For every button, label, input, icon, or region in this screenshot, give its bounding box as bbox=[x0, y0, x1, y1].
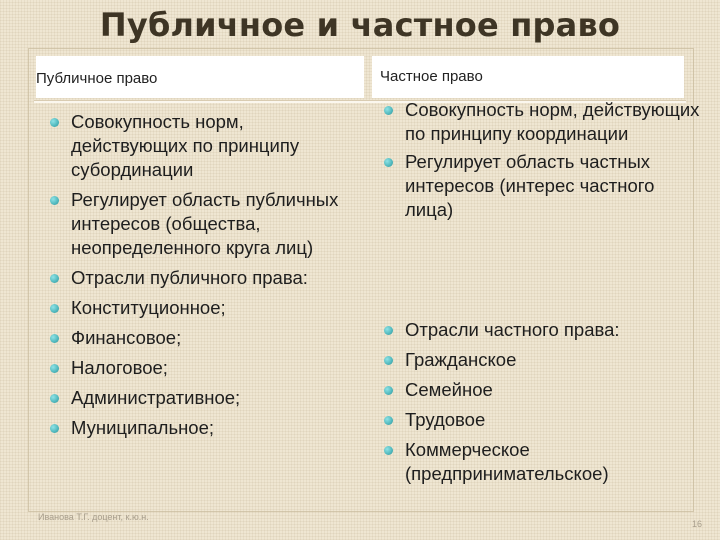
list-item bbox=[47, 356, 357, 380]
bullet-icon bbox=[50, 304, 59, 313]
list-item-text: Коммерческое (предпринимательское) bbox=[405, 439, 609, 484]
bullet-icon bbox=[384, 158, 393, 167]
bullet-icon bbox=[384, 106, 393, 115]
bullet-icon bbox=[384, 386, 393, 395]
public-law-list bbox=[47, 110, 357, 446]
public-law-header: Публичное право bbox=[36, 56, 364, 98]
bullet-icon bbox=[50, 394, 59, 403]
author-footer: Иванова Т.Г. доцент, к.ю.н. bbox=[38, 512, 149, 522]
list-item-text: Гражданское bbox=[405, 349, 517, 370]
page-number: 16 bbox=[692, 519, 703, 529]
list-item bbox=[47, 386, 357, 410]
bullet-icon bbox=[50, 364, 59, 373]
list-item-text: Совокупность норм, действующих по принципу субординации bbox=[71, 111, 300, 180]
list-item-text: Муниципальное; bbox=[71, 417, 215, 438]
bullet-icon bbox=[384, 416, 393, 425]
list-item-text: Трудовое bbox=[405, 409, 486, 430]
slide-title: Публичное и частное право bbox=[99, 6, 621, 44]
list-item bbox=[381, 438, 701, 486]
bullet-icon bbox=[384, 356, 393, 365]
list-item-text: Налоговое; bbox=[71, 357, 168, 378]
list-item bbox=[47, 296, 357, 320]
list-item bbox=[47, 266, 357, 290]
private-law-list-bottom bbox=[381, 318, 701, 492]
bullet-icon bbox=[384, 446, 393, 455]
list-item-text: Регулирует область частных интересов (интерес частного лица) bbox=[405, 151, 655, 220]
bullet-icon bbox=[50, 196, 59, 205]
list-item bbox=[47, 188, 357, 260]
list-item bbox=[381, 318, 701, 342]
list-item bbox=[47, 416, 357, 440]
private-law-header: Частное право bbox=[372, 56, 684, 98]
list-item-text: Совокупность норм, действующих по принципу координации bbox=[405, 99, 700, 144]
list-item-text: Регулирует область публичных интересов (общества, неопределенного круга лиц) bbox=[71, 189, 339, 258]
list-item-text: Отрасли частного права: bbox=[405, 319, 620, 340]
list-item bbox=[381, 408, 701, 432]
list-item-text: Финансовое; bbox=[71, 327, 182, 348]
bullet-icon bbox=[384, 326, 393, 335]
list-item-text: Семейное bbox=[405, 379, 493, 400]
list-item bbox=[381, 378, 701, 402]
bullet-icon bbox=[50, 334, 59, 343]
bullet-icon bbox=[50, 424, 59, 433]
list-item bbox=[381, 348, 701, 372]
bullet-icon bbox=[50, 274, 59, 283]
list-item bbox=[381, 150, 701, 222]
list-item-text: Административное; bbox=[71, 387, 241, 408]
list-item-text: Конституционное; bbox=[71, 297, 226, 318]
list-item bbox=[47, 110, 357, 182]
list-item-text: Отрасли публичного права: bbox=[71, 267, 308, 288]
list-item bbox=[47, 326, 357, 350]
private-law-list-top bbox=[381, 98, 701, 226]
bullet-icon bbox=[50, 118, 59, 127]
list-item bbox=[381, 98, 701, 146]
